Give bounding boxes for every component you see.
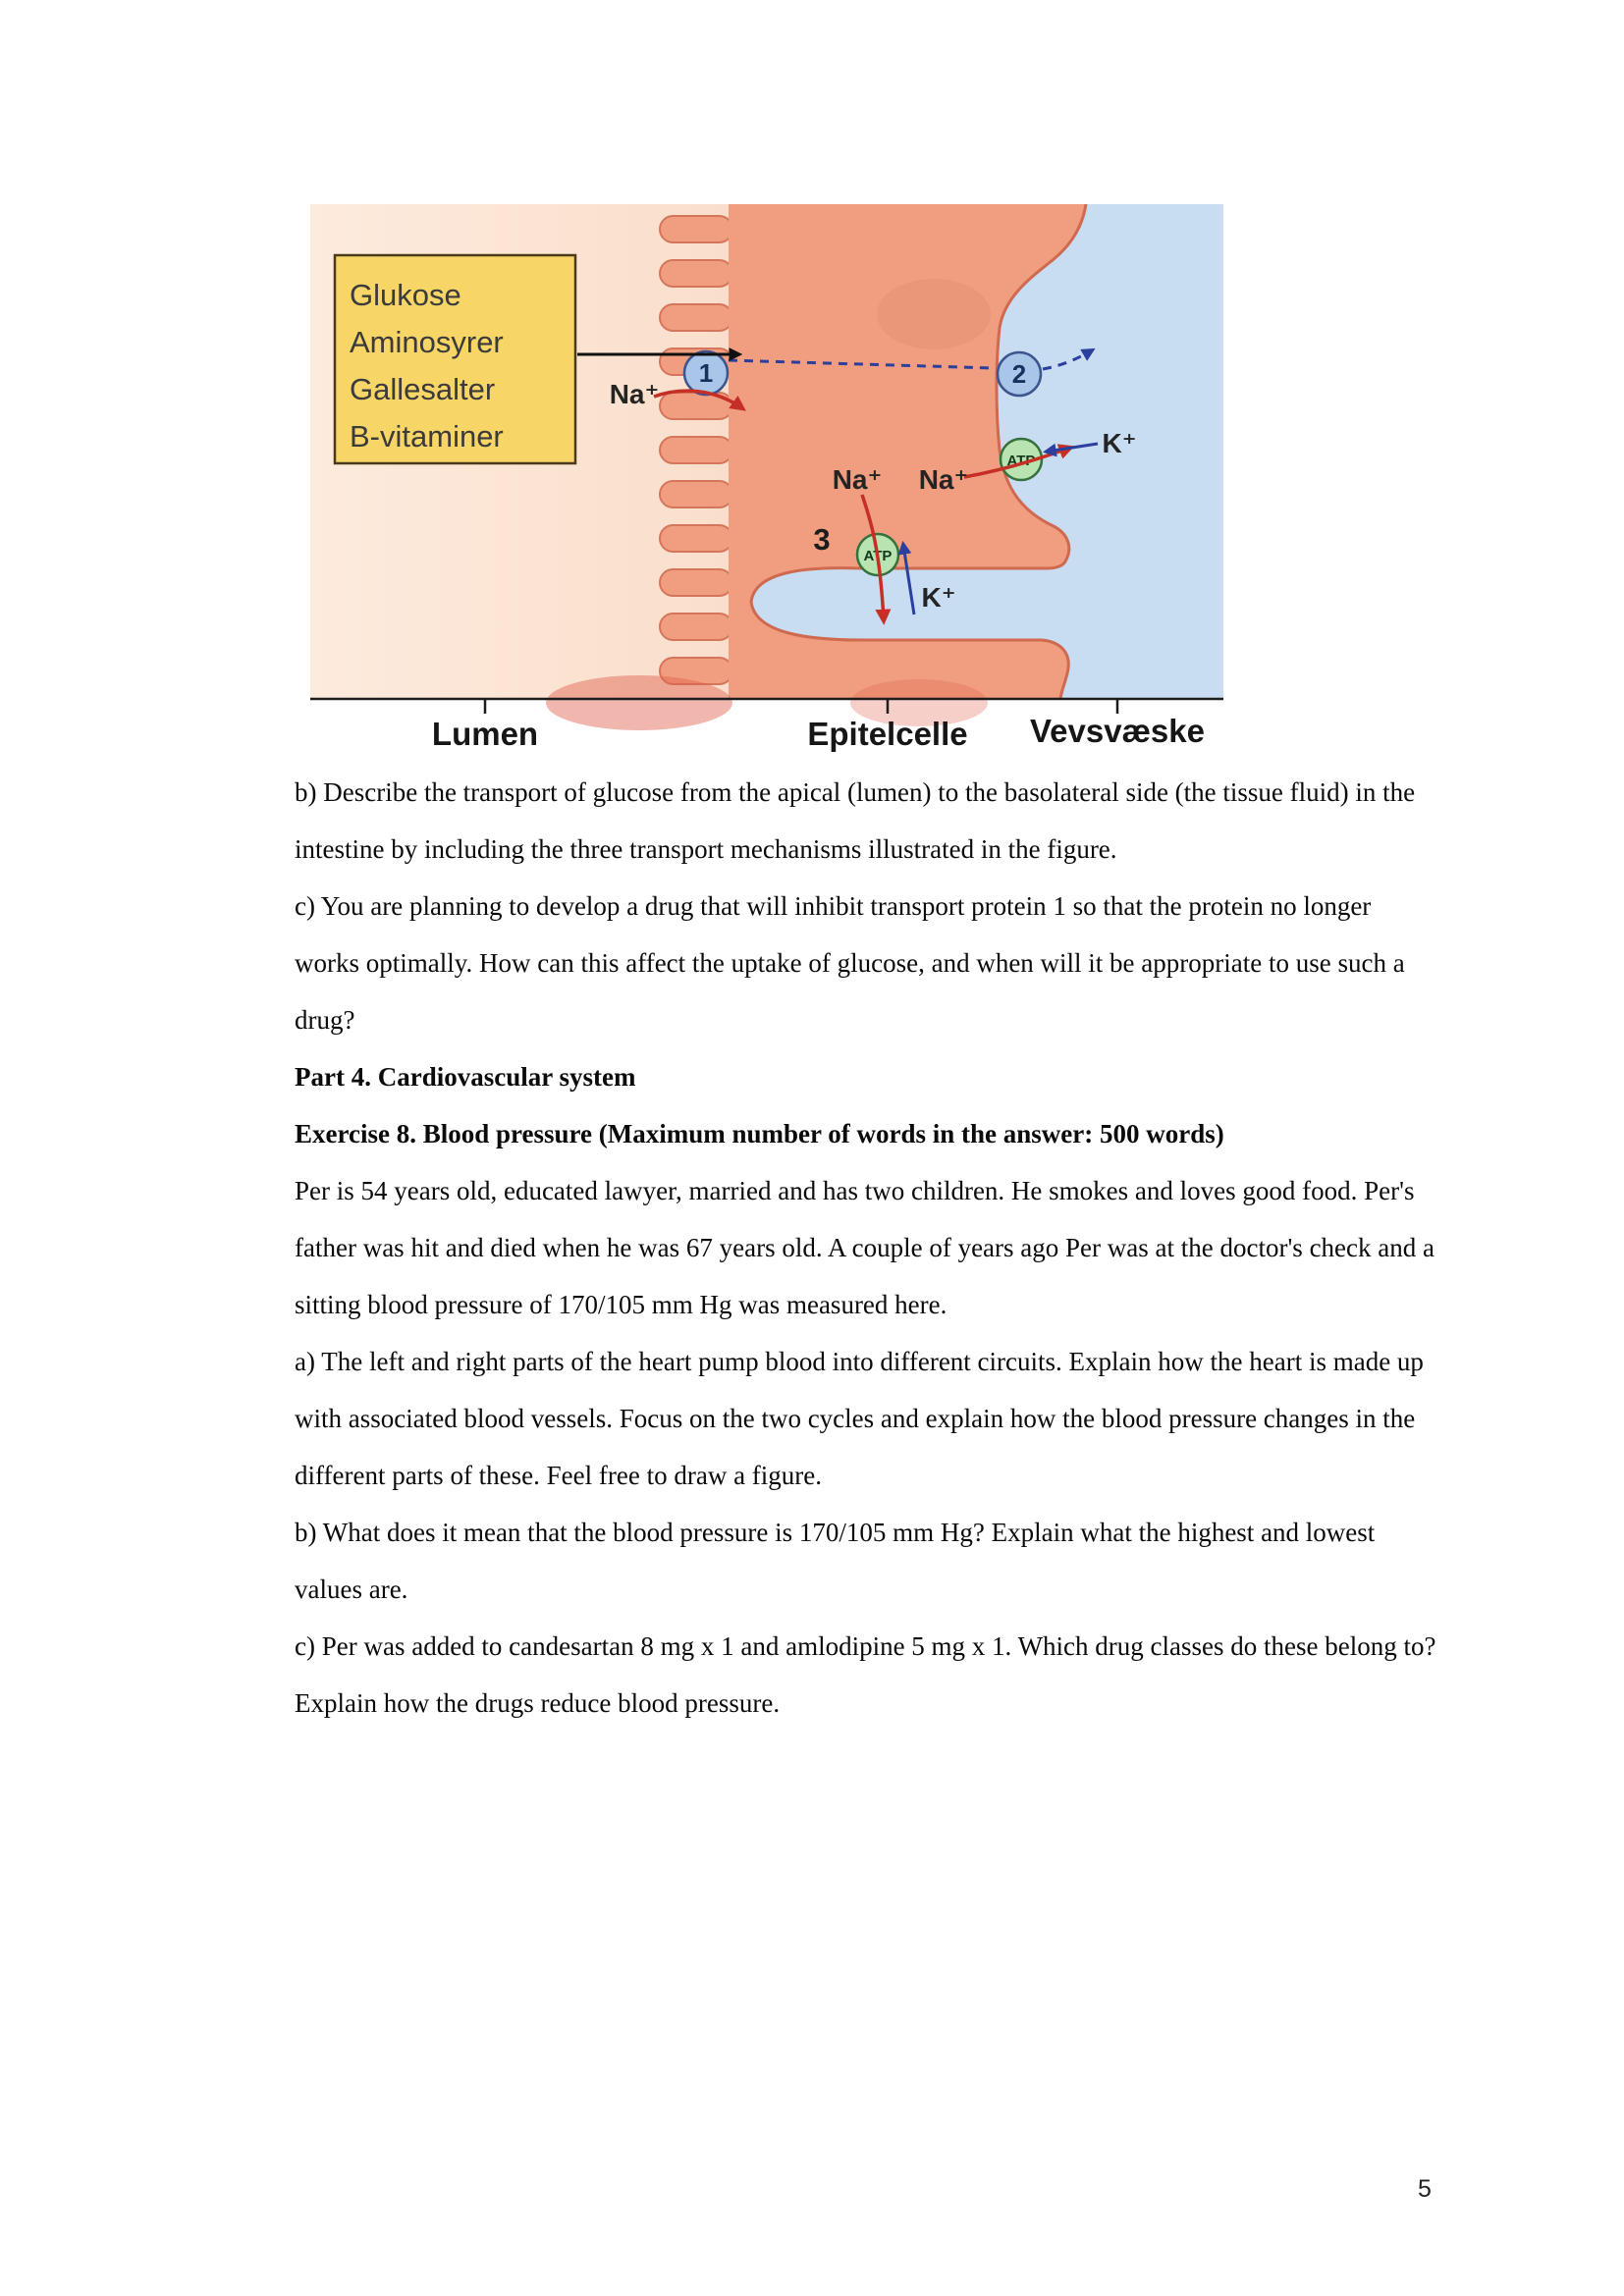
- exercise-8-heading: Exercise 8. Blood pressure (Maximum number of words in the answer: 500 words): [295, 1119, 1224, 1148]
- microvilli: [660, 204, 740, 700]
- transporter-1-number: 1: [698, 358, 714, 388]
- transporter-2-number: 2: [1011, 359, 1027, 389]
- question-8a: a) The left and right parts of the heart pump blood into different circuits. Explain how the heart is made up with associated blood vessels. Focus on the two cycles and explain how the blood pressure changes in the different parts of these. Feel free to draw a figure.: [295, 1347, 1424, 1490]
- question-8c: c) Per was added to candesartan 8 mg x 1 and amlodipine 5 mg x 1. Which drug classes do these belong to? Explain how the drugs reduce blood pressure.: [295, 1631, 1436, 1718]
- figure-canvas: [310, 204, 1223, 759]
- lumen-label: Lumen: [431, 716, 539, 752]
- lumen-bottom-shading: [546, 675, 732, 730]
- k-lower-label: K⁺: [921, 582, 956, 613]
- cell-shading: [877, 279, 991, 349]
- case-description: Per is 54 years old, educated lawyer, married and has two children. He smokes and loves good food. Per's father was hit and died when he was 67 years old. A couple of years ago Per was at the doctor's check and a sitting blood pressure of 170/105 mm Hg was measured here.: [295, 1176, 1435, 1319]
- part-4-heading: Part 4. Cardiovascular system: [295, 1062, 636, 1092]
- nutrient-box-line-2: Aminosyrer: [350, 325, 504, 359]
- atp-pump-upper-label: ATP: [1006, 453, 1036, 469]
- question-transport-b: b) Describe the transport of glucose from the apical (lumen) to the basolateral side (the tissue fluid) in the intestine by including the three transport mechanisms illustrated in the figure.: [295, 777, 1416, 864]
- nutrient-box-line-4: B-vitaminer: [350, 419, 504, 454]
- glucose-transport-figure: [310, 204, 1223, 759]
- question-8b: b) What does it mean that the blood pressure is 170/105 mm Hg? Explain what the highest and lowest values are.: [295, 1518, 1376, 1604]
- na-apical-label: Na⁺: [609, 379, 660, 409]
- epitelcelle-label: Epitelcelle: [807, 716, 968, 752]
- atp-pump-lower-label: ATP: [863, 548, 893, 564]
- pump-3-number: 3: [813, 522, 831, 557]
- question-transport-c: c) You are planning to develop a drug that will inhibit transport protein 1 so that the protein no longer works optimally. How can this affect the uptake of glucose, and when will it be appropriate to use such a drug?: [295, 891, 1405, 1035]
- na-upper-pump-label: Na⁺: [918, 464, 969, 495]
- page-number: 5: [1418, 2175, 1432, 2203]
- question-text-block: [295, 764, 1441, 1732]
- nutrient-box-line-3: Gallesalter: [350, 372, 496, 406]
- na-lower-pump-label: Na⁺: [832, 464, 883, 495]
- nutrient-box-line-1: Glukose: [350, 278, 461, 312]
- vevsvaeske-label: Vevsvæske: [1029, 713, 1206, 749]
- k-upper-label: K⁺: [1102, 428, 1137, 458]
